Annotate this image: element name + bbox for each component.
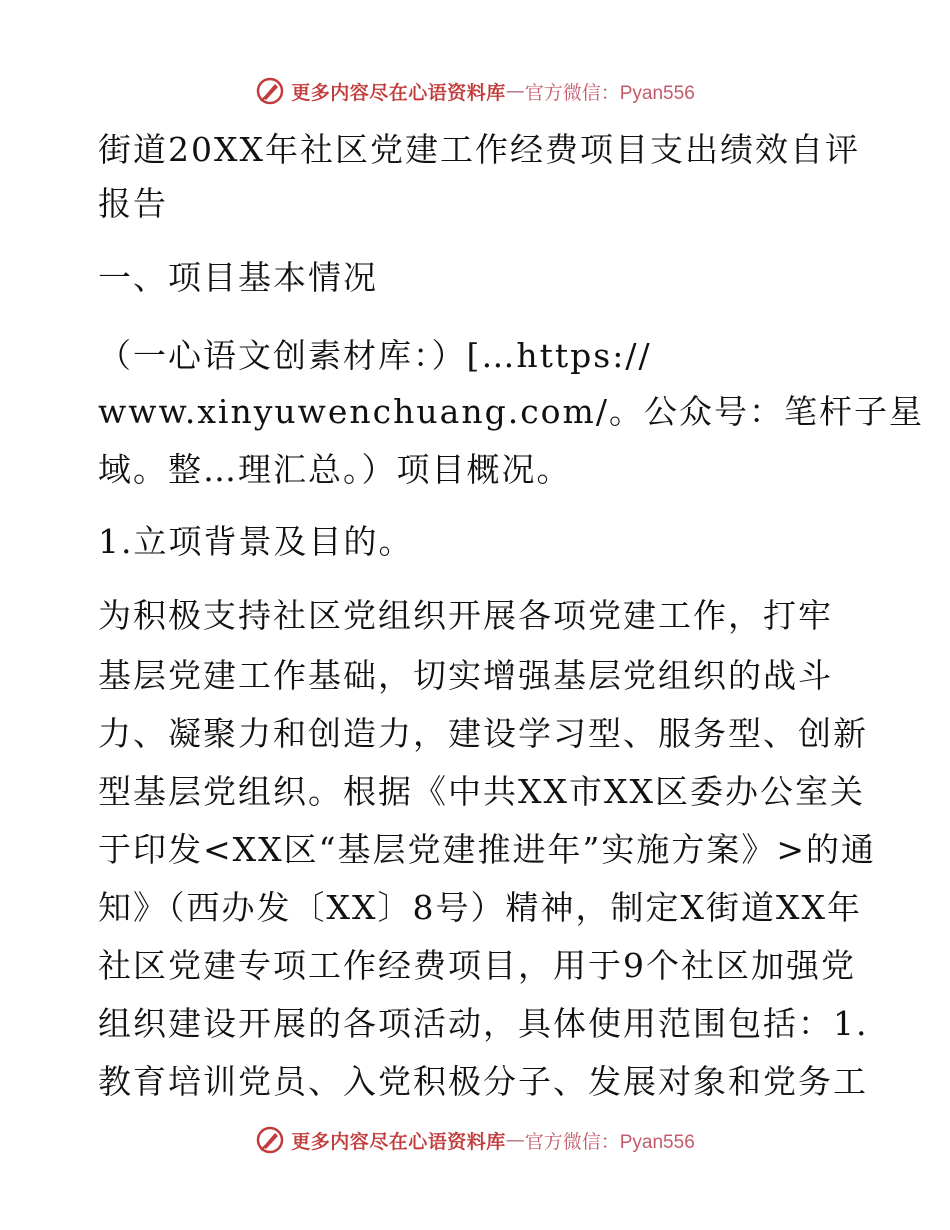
banner-contact: 官方微信：Pyan556 bbox=[524, 82, 695, 104]
header-banner bbox=[0, 71, 950, 111]
banner-text: 更多内容尽在心语资料库 bbox=[291, 1130, 506, 1153]
body-line-1: 为积极支持社区党组织开展各项党建工作，打牢 bbox=[98, 596, 833, 635]
subheading: 1.立项背景及目的。 bbox=[98, 522, 414, 561]
document-title-line-1: 街道20XX年社区党建工作经费项目支出绩效自评 bbox=[98, 130, 860, 169]
body-line-2: 基层党建工作基础，切实增强基层党组织的战斗 bbox=[98, 656, 833, 695]
banner-separator: — bbox=[505, 80, 525, 102]
quill-pen-logo-icon bbox=[255, 1125, 285, 1155]
intro-line-2: www.xinyuwenchuang.com/。公众号：笔杆子星 bbox=[98, 392, 924, 431]
body-line-3: 力、凝聚力和创造力，建设学习型、服务型、创新 bbox=[98, 714, 868, 753]
body-line-9: 教育培训党员、入党积极分子、发展对象和党务工 bbox=[98, 1062, 868, 1101]
banner-contact: 官方微信：Pyan556 bbox=[524, 1131, 695, 1153]
intro-line-1: （一心语文创素材库：）[…https:// bbox=[98, 336, 652, 375]
quill-pen-logo-icon bbox=[255, 76, 285, 106]
document-title-line-2: 报告 bbox=[98, 184, 168, 223]
footer-banner bbox=[0, 1120, 950, 1160]
body-line-6: 知》（西办发〔XX〕8号）精神，制定X街道XX年 bbox=[98, 888, 862, 927]
section-heading: 一、项目基本情况 bbox=[98, 258, 378, 297]
intro-line-3: 域。整…理汇总。）项目概况。 bbox=[98, 450, 572, 489]
banner-separator: — bbox=[505, 1129, 525, 1151]
body-line-5: 于印发<XX区“基层党建推进年”实施方案》>的通 bbox=[98, 830, 877, 869]
body-line-7: 社区党建专项工作经费项目，用于9个社区加强党 bbox=[98, 946, 856, 985]
banner-text: 更多内容尽在心语资料库 bbox=[291, 81, 506, 104]
body-line-8: 组织建设开展的各项活动，具体使用范围包括：1. bbox=[98, 1004, 869, 1043]
body-line-4: 型基层党组织。根据《中共XX市XX区委办公室关 bbox=[98, 772, 865, 811]
